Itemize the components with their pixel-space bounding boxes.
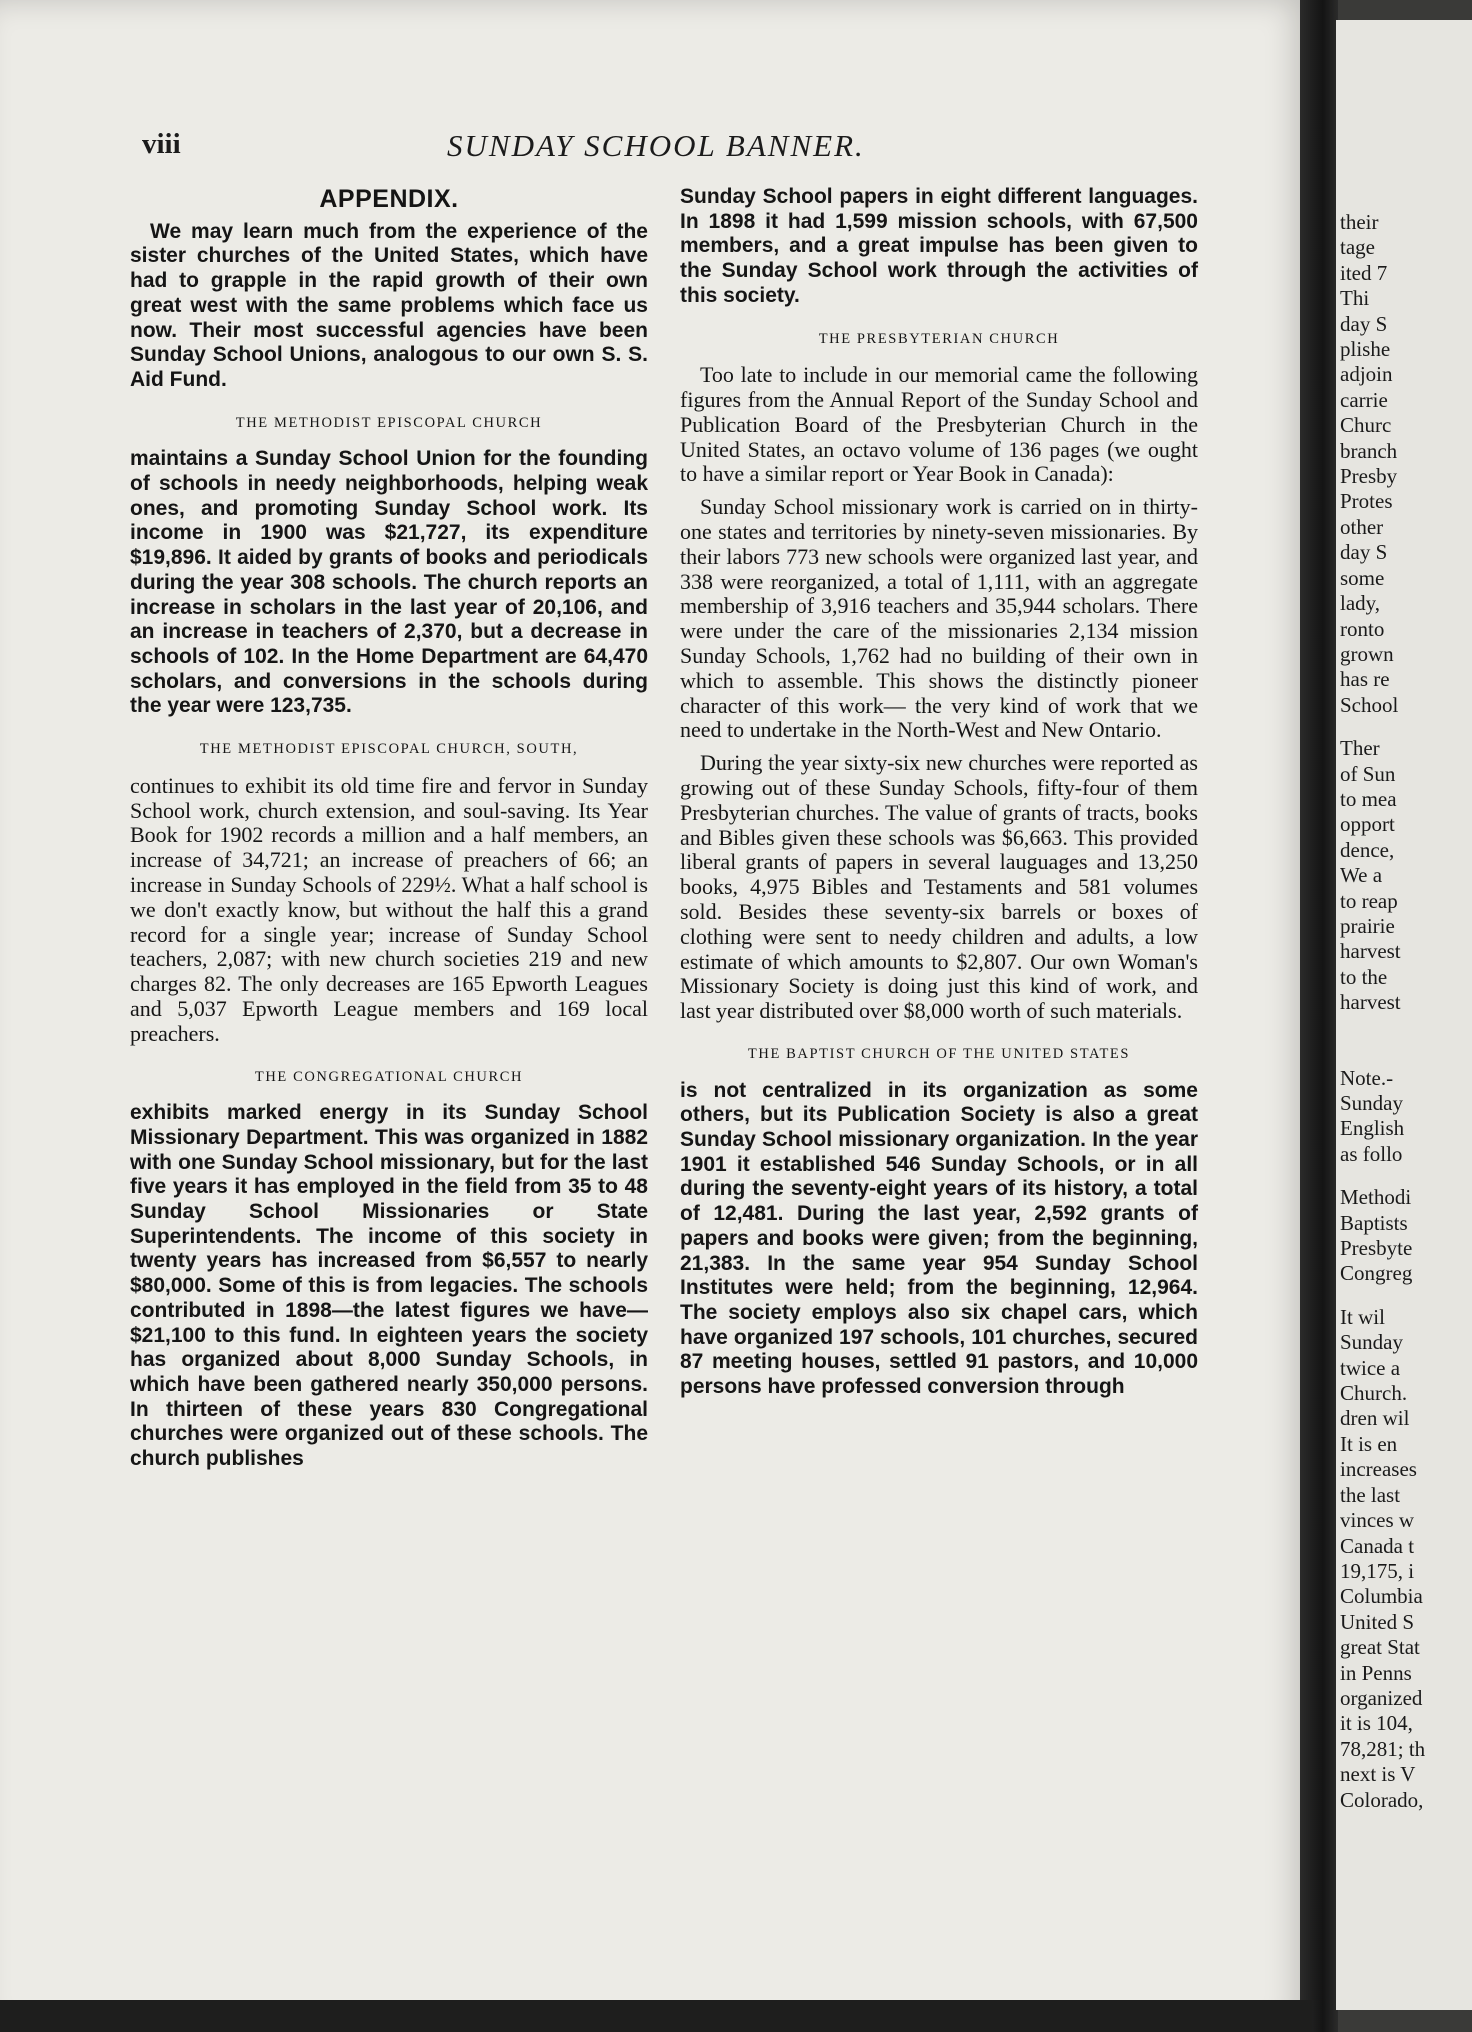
fragment-line: School <box>1340 692 1399 717</box>
fragment-line: great Stat <box>1340 1635 1420 1660</box>
fragment-line: next is V <box>1340 1762 1416 1787</box>
fragment-line: United S <box>1340 1609 1415 1634</box>
fragment-line: dren wil <box>1340 1406 1410 1431</box>
presbyterian-paragraph-1: Too late to include in our memorial came the following figures from the Annual Report of the Sunday School and Publication Board of the Presbyterian Church in the United States, an octavo volume of 136 pages (we ought to have a similar report or Year Book in Canada): <box>680 362 1198 487</box>
fragment-line: It is en <box>1340 1431 1398 1456</box>
fragment-line: ited 7 <box>1340 260 1388 285</box>
fragment-line: has re <box>1340 667 1390 692</box>
presbyterian-heading: THE PRESBYTERIAN CHURCH <box>818 330 1060 347</box>
fragment-line: day S <box>1340 540 1388 565</box>
fragment-line: Note.- <box>1340 1065 1394 1090</box>
scan-edge <box>0 2000 1312 2032</box>
fragment-line: some <box>1340 565 1385 590</box>
fragment-line: Sunday <box>1340 1091 1403 1115</box>
fragment-group-4 <box>1336 1185 1472 1287</box>
fragment-line: We a <box>1340 863 1383 888</box>
methodist-south-heading: THE METHODIST EPISCOPAL CHURCH, SOUTH, <box>199 741 579 758</box>
fragment-group-2 <box>1336 736 1472 1015</box>
middle-column <box>680 185 1198 1945</box>
left-column <box>130 185 648 1945</box>
baptist-heading: THE BAPTIST CHURCH OF THE UNITED STATES <box>747 1045 1131 1062</box>
fragment-line: other <box>1340 514 1384 539</box>
fragment-line: Presby <box>1340 464 1398 489</box>
fragment-line: opport <box>1340 812 1395 837</box>
fragment-line: dence, <box>1340 837 1395 862</box>
presbyterian-paragraph-3: During the year sixty-six new churches were reported as growing out of these Sunday Schools, fifty-four of them Presbyterian churches. The value of grants of tracts, books and Bibles given these schools was $6,663. This provided liberal grants of papers in several lauguages and 13,250 books, 4,975 Bibles and Testaments and 581 volumes sold. Besides these seventy-six barrels or boxes of clothing were sent to needy children and adults, a low estimate of which amounts to $2,807. Our own Woman's Missionary Society is doing just this kind of work, and last year distributed over $8,000 worth of such materials. <box>680 750 1198 1024</box>
congregational-paragraph: exhibits marked energy in its Sunday School Missionary Department. This was organized in 1882 with one Sunday School missionary, but for the last five years it has employed in the field from 35 to 48 Sunday School Missionaries or State Superintendents. The income of this society in twenty years has increased from $6,557 to nearly $80,000. Some of this is from legacies. The schools contributed in 1898—the latest figures we have—$21,100 to this fund. In eighteen years the society has organized about 8,000 Sunday Schools, in which have been gathered nearly 350,000 persons. In thirteen of these years 830 Congregational churches were organized out of these schools. The church publishes <box>130 1101 648 1471</box>
fragment-line: 19,175, i <box>1340 1558 1415 1583</box>
fragment-group-3 <box>1336 1066 1472 1168</box>
fragment-line: harvest <box>1340 939 1401 964</box>
fragment-line: ronto <box>1340 616 1385 641</box>
intro-paragraph: We may learn much from the experience of the sister churches of the United States, which have had to grapple in the rapid growth of their own great west with the same problems which face us now. Their most successful agencies have been Sunday School Unions, analogous to our own S. S. Aid Fund. <box>130 219 648 391</box>
methodist-heading: THE METHODIST EPISCOPAL CHURCH <box>235 414 543 431</box>
fragment-line: Church. <box>1340 1381 1408 1406</box>
fragment-line: in Penns <box>1340 1660 1412 1685</box>
fragment-line: Congreg <box>1340 1261 1413 1286</box>
fragment-line: to the <box>1340 964 1388 989</box>
fragment-line: vinces w <box>1340 1508 1415 1533</box>
fragment-line: to reap <box>1340 888 1398 913</box>
fragment-line: their <box>1340 210 1379 234</box>
book-gutter <box>1300 0 1338 2032</box>
fragment-line: Churc <box>1340 413 1392 438</box>
fragment-line: adjoin <box>1340 362 1393 387</box>
fragment-line: to mea <box>1340 786 1397 811</box>
fragment-line: the last <box>1340 1482 1401 1507</box>
appendix-heading: APPENDIX. <box>319 185 459 213</box>
fragment-line: carrie <box>1340 387 1388 412</box>
fragment-line: day S <box>1340 311 1388 336</box>
right-page-fragment <box>1336 20 1472 2010</box>
baptist-paragraph: is not centralized in its organization as some others, but its Publication Society is also a great Sunday School missionary organization. In the year 1901 it established 546 Sunday Schools, or in all during the seventy-eight years of its history, a total of 12,481. During the last year, 2,592 grants of papers and books were given; from the beginning, 21,383. In the same year 954 Sunday School Institutes were held; from the beginning, 12,964. The society employs also six chapel cars, which have organized 197 schools, 101 churches, secured 87 meeting houses, settled 91 pastors, and 10,000 persons have professed conversion through <box>680 1078 1198 1399</box>
presbyterian-paragraph-2: Sunday School missionary work is carried on in thirty-one states and territories by ninety-seven missionaries. By their labors 773 new schools were organized last year, and 338 were reorganized, a total of 1,111, with an aggregate membership of 3,916 teachers and 35,944 scholars. There were under the care of the missionaries 2,134 mission Sunday Schools, 1,762 had no building of their own in which to assemble. This shows the distinctly pioneer character of this work— the very kind of work that we need to undertake in the North-West and New Ontario. <box>680 494 1198 743</box>
fragment-line: prairie <box>1340 913 1395 938</box>
fragment-line: Ther <box>1340 736 1380 761</box>
fragment-line: Protes <box>1340 489 1393 514</box>
running-title: SUNDAY SCHOOL BANNER. <box>447 128 865 163</box>
fragment-line: Sunday <box>1340 1330 1403 1355</box>
methodist-south-paragraph: continues to exhibit its old time fire and fervor in Sunday School work, church extension, and soul-saving. Its Year Book for 1902 records a million and a half members, an increase of 34,721; an increase of preachers of 66; an increase in Sunday Schools of 229½. What a half school is we don't exactly know, but without the half this a grand record for a single year; increase of Sunday School teachers, 2,087; with new church societies 219 and new charges 82. The only decreases are 165 Epworth Leagues and 5,037 Epworth League members and 169 local preachers. <box>130 772 648 1046</box>
fragment-line: tage <box>1340 235 1375 260</box>
fragment-line: Canada t <box>1340 1533 1415 1558</box>
fragment-line: Methodi <box>1340 1185 1412 1210</box>
fragment-line: it is 104, <box>1340 1711 1413 1736</box>
running-header <box>142 128 1212 174</box>
fragment-line: English <box>1340 1116 1405 1141</box>
fragment-line: Colorado, <box>1340 1787 1424 1812</box>
fragment-line: Thi <box>1340 286 1370 311</box>
fragment-line: of Sun <box>1340 761 1396 786</box>
fragment-line: as follo <box>1340 1141 1403 1166</box>
fragment-line: Presbyte <box>1340 1236 1413 1261</box>
fragment-line: branch <box>1340 438 1398 463</box>
fragment-line: 78,281; th <box>1340 1736 1426 1761</box>
fragment-line: twice a <box>1340 1355 1401 1380</box>
fragment-line: lady, <box>1340 591 1381 616</box>
congregational-heading: THE CONGREGATIONAL CHURCH <box>254 1068 524 1085</box>
fragment-line: plishe <box>1340 337 1391 362</box>
fragment-line: organized <box>1340 1685 1423 1710</box>
fragment-line: increases <box>1340 1457 1417 1482</box>
fragment-group-1 <box>1336 210 1472 718</box>
fragment-line: Baptists <box>1340 1210 1408 1235</box>
fragment-line: Columbia <box>1340 1584 1423 1609</box>
page-number: viii <box>142 128 181 160</box>
methodist-paragraph: maintains a Sunday School Union for the founding of schools in needy neighborhoods, helping weak ones, and promoting Sunday School work. Its income in 1900 was $21,727, its expenditure $19,896. It aided by grants of books and periodicals during the year 308 schools. The church reports an increase in scholars in the last year of 20,106, and an increase in teachers of 2,370, but a decrease in schools of 102. In the Home Department are 64,470 scholars, and conversions in the schools during the year were 123,735. <box>130 447 648 718</box>
fragment-line: It wil <box>1340 1304 1385 1329</box>
congregational-continuation: Sunday School papers in eight different languages. In 1898 it had 1,599 mission schools, with 67,500 members, and a great impulse has been given to the Sunday School work through the activities of this society. <box>680 185 1198 307</box>
fragment-line: harvest <box>1340 990 1401 1015</box>
fragment-line: grown <box>1340 641 1394 666</box>
fragment-group-5 <box>1336 1305 1472 1813</box>
